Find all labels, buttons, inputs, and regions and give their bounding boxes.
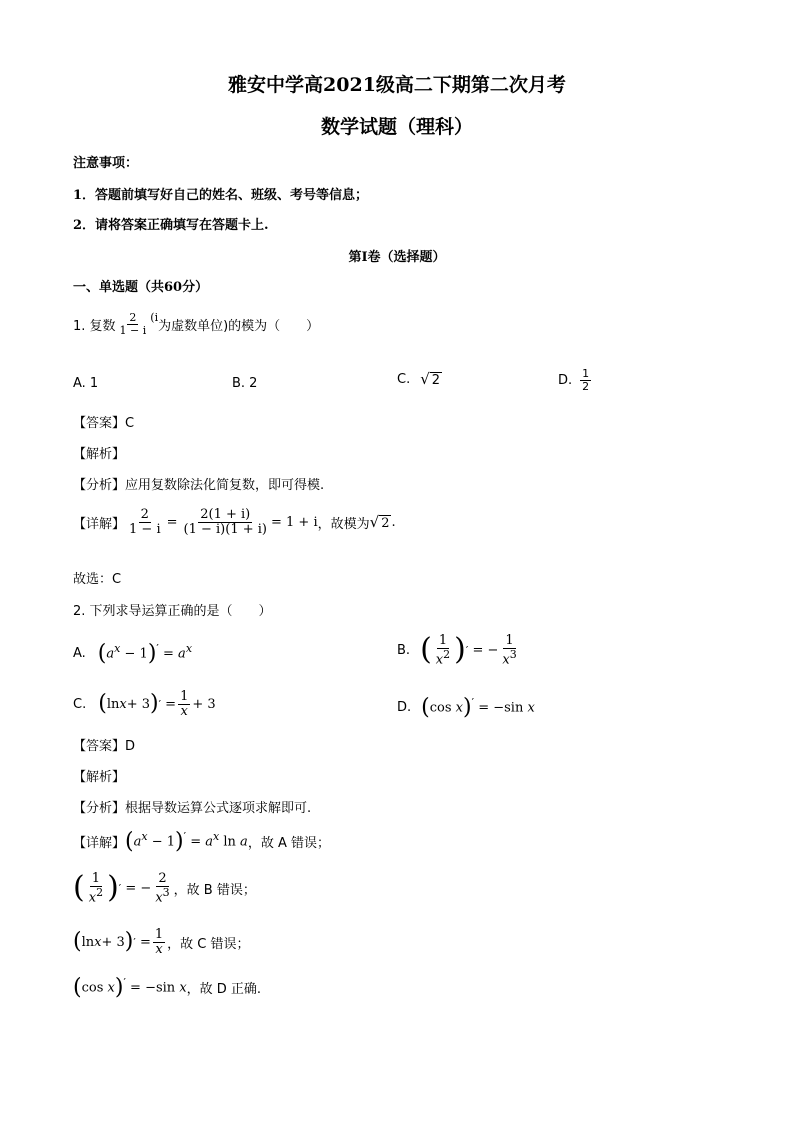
q1-option-c-sqrt: √ 2	[420, 370, 441, 388]
q1-detail-result: = 1 + i	[270, 514, 318, 530]
q2-detail-tag: 【详解】	[73, 835, 126, 851]
q1-option-a: A. 1	[73, 376, 99, 391]
question-1-stem	[73, 312, 319, 336]
q2-option-a	[73, 642, 192, 665]
q1-fenxi-text: 应用复数除法化简复数，即可得模.	[125, 478, 325, 493]
q1-detail-tail: ，故模为	[317, 516, 370, 532]
q1-answer-tag: 【答案】	[73, 416, 126, 431]
q2-detail-d-tail: ，故 D 正确.	[186, 981, 262, 997]
q1-option-d	[558, 368, 593, 392]
q1-number: 1. 复数	[73, 318, 116, 334]
q2-detail-c	[73, 928, 249, 956]
q1-option-d-num: 1	[582, 367, 590, 380]
q2-option-d-expr: (cos x)′ = −sin x	[421, 694, 535, 720]
q1-option-c-label: C.	[397, 371, 411, 387]
q2-fenxi-tag: 【分析】	[73, 801, 126, 816]
q2-detail-d-expr: (cos x)′ = −sin x	[73, 974, 187, 1000]
q2-option-c-label: C.	[73, 696, 87, 712]
q2-detail-b-expr: ( $\frac{1}{x^2}$ ) ′ = − $\frac{2}{x^3}$	[73, 870, 170, 906]
q1-fenxi	[73, 474, 324, 493]
q2-option-c-expr: ( ln x + 3 ) ′ = $\frac{1}{x}$ + 3	[98, 689, 216, 719]
q1-detail-n2: 2(1 + i)	[200, 507, 251, 522]
q1-option-d-frac	[580, 368, 591, 392]
exam-subtitle: 数学试题（理科）	[320, 116, 473, 138]
q2-analysis-tag: 【解析】	[73, 770, 126, 785]
q1-frac-num: 2	[129, 311, 137, 324]
q1-option-d-den: 2	[582, 379, 590, 393]
q1-detail: 【详解】 $\frac{2}{1 - i}$ = $\frac{2(1 + i)}{(1 - i)(1 + i)}$ = 1 + i ，故模为 √ 2 .	[73, 507, 396, 537]
exam-title: 雅安中学高2021级高二下期第二次月考	[228, 74, 566, 96]
q1-analysis-tag: 【解析】	[73, 447, 126, 462]
q1-fenxi-tag: 【分析】	[73, 478, 126, 493]
q1-tail: )的模为（ ）	[223, 318, 320, 334]
q2-fenxi	[73, 797, 311, 816]
q1-text: 为虚数单位	[158, 318, 224, 334]
q2-option-c	[73, 690, 216, 718]
q2-option-a-expr: $(a^x - 1)' = a^x$	[97, 640, 193, 666]
q1-mid: (i	[150, 310, 159, 324]
q2-option-d-label: D.	[397, 699, 412, 715]
q2-detail-b	[73, 872, 256, 905]
q2-detail-a	[73, 830, 330, 853]
q1-detail-d2: (1 − i)(1 + i)	[183, 521, 267, 537]
q1-detail-frac-1	[127, 508, 163, 536]
q1-answer-value: C	[125, 416, 135, 431]
q2-detail-a-expr: $(a^x - 1)' = a^x$ ln a	[125, 828, 248, 854]
q1-fraction	[118, 312, 149, 336]
q2-detail-c-tail: ，故 C 错误；	[167, 936, 250, 952]
q2-option-a-label: A.	[73, 645, 86, 661]
q1-detail-frac-2	[182, 508, 269, 536]
q2-option-d	[397, 696, 535, 719]
q2-fenxi-text: 根据导数运算公式逐项求解即可.	[125, 801, 312, 816]
q2-answer	[73, 735, 135, 754]
q2-answer-tag: 【答案】	[73, 739, 126, 754]
q1-detail-sqrt: √ 2	[369, 513, 390, 532]
note-item-1: 1．答题前填写好自己的姓名、班级、考号等信息；	[73, 188, 369, 203]
q1-option-c-value: 2	[431, 373, 441, 388]
question-2-stem: 2. 下列求导运算正确的是（ ）	[73, 604, 272, 619]
q1-frac-den: 1 − i	[119, 323, 147, 337]
q1-detail-tag: 【详解】	[73, 516, 126, 532]
q1-option-c	[397, 370, 442, 388]
q1-choice: 故选：C	[73, 572, 122, 587]
part-heading: 一、单选题（共60分）	[73, 280, 209, 295]
notes-heading: 注意事项：	[73, 156, 139, 171]
q1-option-d-label: D.	[558, 372, 573, 388]
q1-detail-d1: 1 − i	[129, 521, 161, 537]
q2-option-b-label: B.	[397, 642, 411, 658]
q2-detail-b-tail: ，故 B 错误；	[173, 882, 256, 898]
q2-detail-d	[73, 976, 261, 999]
q2-option-b-expr: ( $\frac{1}{x^2}$ ) ′ = − $\frac{1}{x^3}$	[420, 632, 517, 668]
q1-answer	[73, 412, 134, 431]
q1-detail-sqrt-value: 2	[381, 516, 390, 532]
volume-heading: 第I卷（选择题）	[348, 250, 446, 265]
q1-option-b: B. 2	[232, 376, 258, 391]
q2-option-b	[397, 634, 521, 667]
q2-detail-a-tail: ，故 A 错误；	[247, 835, 330, 851]
q2-answer-value: D	[125, 739, 136, 754]
q2-detail-c-expr: ( ln x + 3 ) ′ = $\frac{1}{x}$	[73, 927, 164, 957]
q1-detail-n1: 2	[140, 507, 149, 522]
q1-detail-end: .	[391, 514, 396, 530]
note-item-2: 2．请将答案正确填写在答题卡上.	[73, 218, 269, 233]
